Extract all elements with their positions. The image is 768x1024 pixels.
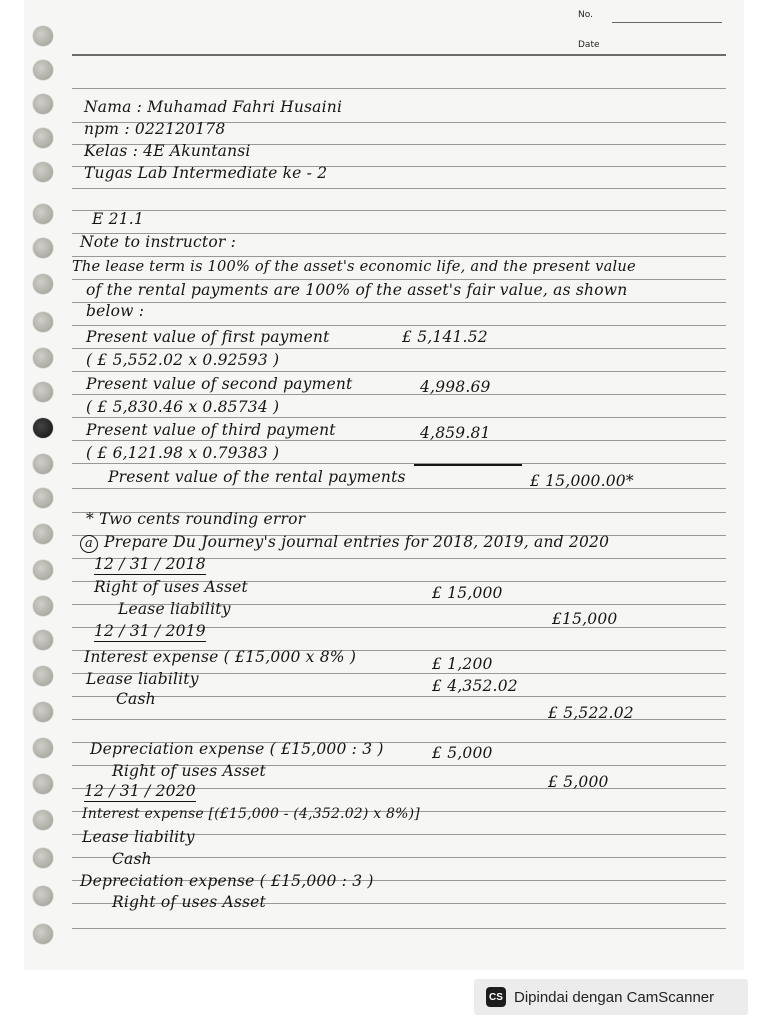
exercise-title: E 21.1 bbox=[92, 210, 144, 228]
pv-calc: ( £ 6,121.98 x 0.79383 ) bbox=[86, 444, 280, 462]
entry-account: Lease liability bbox=[82, 828, 195, 846]
note-line-2: of the rental payments are 100% of the asset's fair value, as shown bbox=[86, 281, 628, 299]
entry-account: Cash bbox=[112, 850, 152, 868]
entry-account: Right of uses Asset bbox=[94, 578, 248, 596]
camscanner-logo-icon: CS bbox=[486, 987, 506, 1007]
entry-account: Depreciation expense ( £15,000 : 3 ) bbox=[90, 740, 384, 758]
part-a-heading bbox=[80, 533, 609, 553]
binding-hole bbox=[33, 488, 53, 508]
footnote: * Two cents rounding error bbox=[86, 510, 306, 528]
binding-hole bbox=[33, 810, 53, 830]
entry-account: Lease liability bbox=[86, 670, 199, 688]
note-line-1: The lease term is 100% of the asset's economic life, and the present value bbox=[72, 258, 636, 275]
binding-hole bbox=[33, 162, 53, 182]
sum-line bbox=[414, 464, 522, 466]
binding-hole bbox=[33, 26, 53, 46]
binding-hole bbox=[33, 382, 53, 402]
pv-label: Present value of first payment bbox=[86, 328, 330, 346]
entry-date: 12 / 31 / 2019 bbox=[94, 622, 206, 640]
entry-debit: £ 1,200 bbox=[432, 655, 493, 673]
rule-line bbox=[72, 325, 726, 326]
binding-hole bbox=[33, 238, 53, 258]
binding-hole bbox=[33, 348, 53, 368]
binding-hole bbox=[33, 596, 53, 616]
binding-hole bbox=[33, 454, 53, 474]
binding-hole bbox=[33, 94, 53, 114]
rule-line bbox=[72, 88, 726, 89]
rule-line bbox=[72, 371, 726, 372]
entry-account: Interest expense [(£15,000 - (4,352.02) x 8%)] bbox=[82, 806, 420, 822]
entry-credit: £15,000 bbox=[552, 610, 618, 628]
rule-line bbox=[72, 696, 726, 697]
pv-total-label: Present value of the rental payments bbox=[108, 468, 406, 486]
no-line bbox=[612, 22, 722, 23]
pv-amount: 4,859.81 bbox=[420, 424, 491, 442]
camscanner-watermark bbox=[474, 979, 748, 1015]
rule-line bbox=[72, 857, 726, 858]
part-a-text: Prepare Du Journey's journal entries for 2018, 2019, and 2020 bbox=[104, 533, 610, 551]
entry-debit: £ 4,352.02 bbox=[432, 677, 518, 695]
rule-line bbox=[72, 188, 726, 189]
entry-account: Interest expense ( £15,000 x 8% ) bbox=[84, 648, 357, 666]
binding-hole bbox=[33, 312, 53, 332]
binding-hole bbox=[33, 418, 53, 438]
pv-amount: 4,998.69 bbox=[420, 378, 491, 396]
rule-line bbox=[72, 440, 726, 441]
binding-hole bbox=[33, 560, 53, 580]
pv-calc: ( £ 5,830.46 x 0.85734 ) bbox=[86, 398, 280, 416]
student-class: Kelas : 4E Akuntansi bbox=[84, 142, 251, 160]
student-name: Nama : Muhamad Fahri Husaini bbox=[84, 98, 343, 116]
rule-line bbox=[72, 348, 726, 349]
entry-credit: £ 5,000 bbox=[548, 773, 609, 791]
binding-hole bbox=[33, 128, 53, 148]
entry-account: Lease liability bbox=[118, 600, 231, 618]
binding-hole bbox=[33, 666, 53, 686]
binding-hole bbox=[33, 274, 53, 294]
pv-label: Present value of second payment bbox=[86, 375, 353, 393]
student-npm: npm : 022120178 bbox=[84, 120, 226, 138]
binding-hole bbox=[33, 204, 53, 224]
rule-line bbox=[72, 279, 726, 280]
rule-line bbox=[72, 463, 726, 464]
rule-line bbox=[72, 256, 726, 257]
entry-credit: £ 5,522.02 bbox=[548, 704, 634, 722]
rule-line bbox=[72, 928, 726, 929]
header-rule bbox=[72, 54, 726, 56]
camscanner-text: Dipindai dengan CamScanner bbox=[514, 988, 715, 1006]
pv-label: Present value of third payment bbox=[86, 421, 336, 439]
entry-debit: £ 5,000 bbox=[432, 744, 493, 762]
no-label: No. bbox=[578, 10, 593, 20]
binding-hole bbox=[33, 848, 53, 868]
binding-hole bbox=[33, 924, 53, 944]
part-marker: a bbox=[80, 535, 98, 553]
pv-calc: ( £ 5,552.02 x 0.92593 ) bbox=[86, 351, 280, 369]
entry-account: Cash bbox=[116, 690, 156, 708]
binding-hole bbox=[33, 630, 53, 650]
entry-account: Right of uses Asset bbox=[112, 762, 266, 780]
date-label: Date bbox=[578, 40, 600, 50]
rule-line bbox=[72, 210, 726, 211]
entry-account: Depreciation expense ( £15,000 : 3 ) bbox=[80, 872, 374, 890]
binding-hole bbox=[33, 524, 53, 544]
rule-line bbox=[72, 394, 726, 395]
rule-line bbox=[72, 417, 726, 418]
assignment-title: Tugas Lab Intermediate ke - 2 bbox=[84, 164, 328, 182]
binding-hole bbox=[33, 60, 53, 80]
entry-account: Right of uses Asset bbox=[112, 893, 266, 911]
rule-line bbox=[72, 302, 726, 303]
binding-hole bbox=[33, 886, 53, 906]
pv-total-amount: £ 15,000.00* bbox=[530, 472, 634, 490]
entry-date: 12 / 31 / 2018 bbox=[94, 555, 206, 573]
binding-hole bbox=[33, 702, 53, 722]
note-heading: Note to instructor : bbox=[80, 233, 237, 251]
note-line-3: below : bbox=[86, 302, 145, 320]
pv-amount: £ 5,141.52 bbox=[402, 328, 488, 346]
entry-date: 12 / 31 / 2020 bbox=[84, 782, 196, 800]
binding-hole bbox=[33, 774, 53, 794]
binding-hole bbox=[33, 738, 53, 758]
entry-debit: £ 15,000 bbox=[432, 584, 503, 602]
